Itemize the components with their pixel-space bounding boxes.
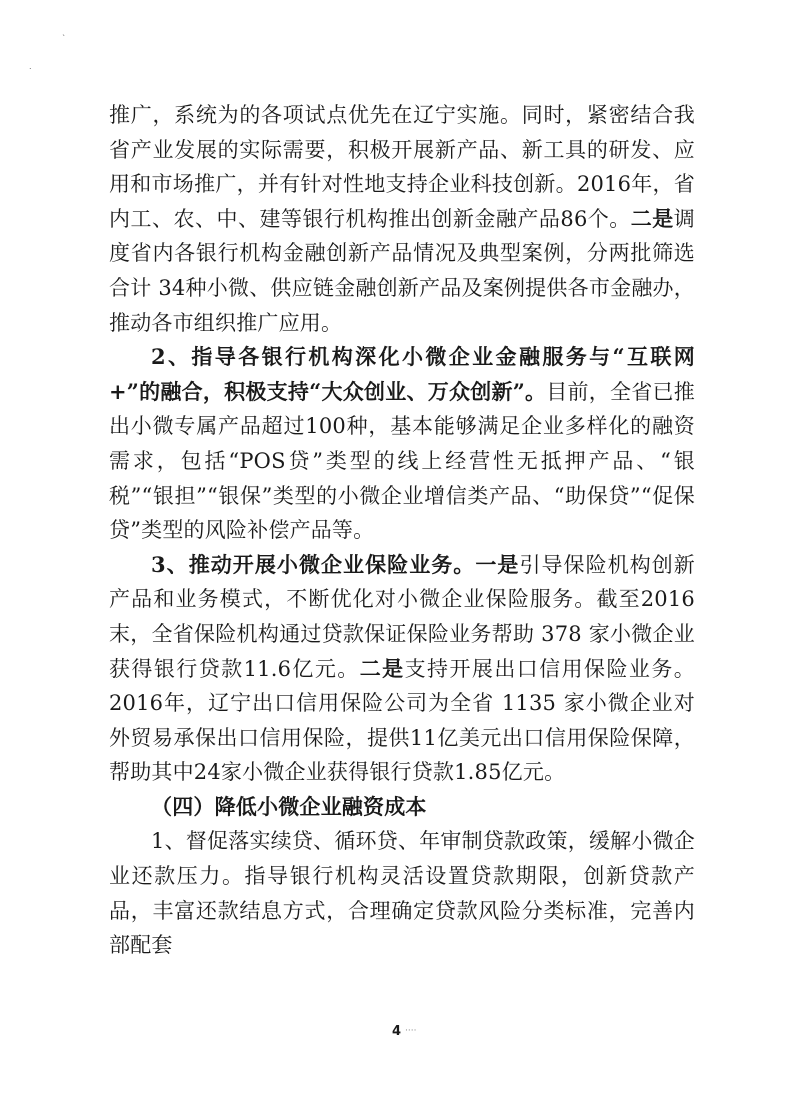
bold-marker: 一是 bbox=[475, 551, 520, 577]
scan-speck: ` bbox=[62, 34, 66, 43]
bold-heading: 3、推动开展小微企业保险业务。 bbox=[151, 551, 476, 577]
page-number-dots: ···· bbox=[405, 1026, 417, 1036]
paragraph-2: 2、指导各银行机构深化小微企业金融服务与“互联网+”的融合，积极支持“大众创业、万众创新”。目前，全省已推出小微专属产品超过100种，基本能够满足企业多样化的融资需求，包括“POS贷”类型的线上经营性无抵押产品、“银税”“银担”“银保”类型的小微企业增信类产品、“助保贷”“促保贷”类型的风险补偿产品等。 bbox=[109, 344, 695, 543]
paragraph-4: 1、督促落实续贷、循环贷、年审制贷款政策，缓解小微企业还款压力。指导银行机构灵活设置贷款期限，创新贷款产品，丰富还款结息方式，合理确定贷款风险分类标准，完善内部配套 bbox=[109, 829, 695, 958]
bold-heading: 2、指导各银行机构深化小微企业金融服务与“互联网+”的融合，积极支持“大众创业、万众创新”。 bbox=[109, 344, 695, 404]
paragraph-3: 3、推动开展小微企业保险业务。一是引导保险机构创新产品和业务模式，不断优化对小微企业保险服务。截至2016末，全省保险机构通过贷款保证保险业务帮助 378 家小微企业获得银行贷款11.6亿元。二是支持开展出口信用保险业务。2016年，辽宁出口信用保险公司为全省 1135 家小微企业对外贸易承保出口信用保险，提供11亿美元出口信用保险保障，帮助其中24家小微企业获得银行贷款1.85亿元。 bbox=[109, 551, 695, 785]
scan-speck: . bbox=[29, 62, 32, 71]
section-heading: （四）降低小微企业融资成本 bbox=[151, 793, 427, 819]
bold-marker: 二是 bbox=[630, 205, 674, 231]
body-text bbox=[109, 98, 695, 963]
paragraph-1: 推广，系统为的各项试点优先在辽宁实施。同时，紧密结合我省产业发展的实际需要，积极开展新产品、新工具的研发、应用和市场推广，并有针对性地支持企业科技创新。2016年，省内工、农、中、建等银行机构推出创新金融产品86个。二是调度省内各银行机构金融创新产品情况及典型案例，分两批筛选合计 34种小微、供应链金融创新产品及案例提供各市金融办，推动各市组织推广应用。 bbox=[109, 103, 695, 335]
page-number: 4 bbox=[392, 1024, 402, 1039]
bold-marker: 二是 bbox=[359, 655, 405, 681]
